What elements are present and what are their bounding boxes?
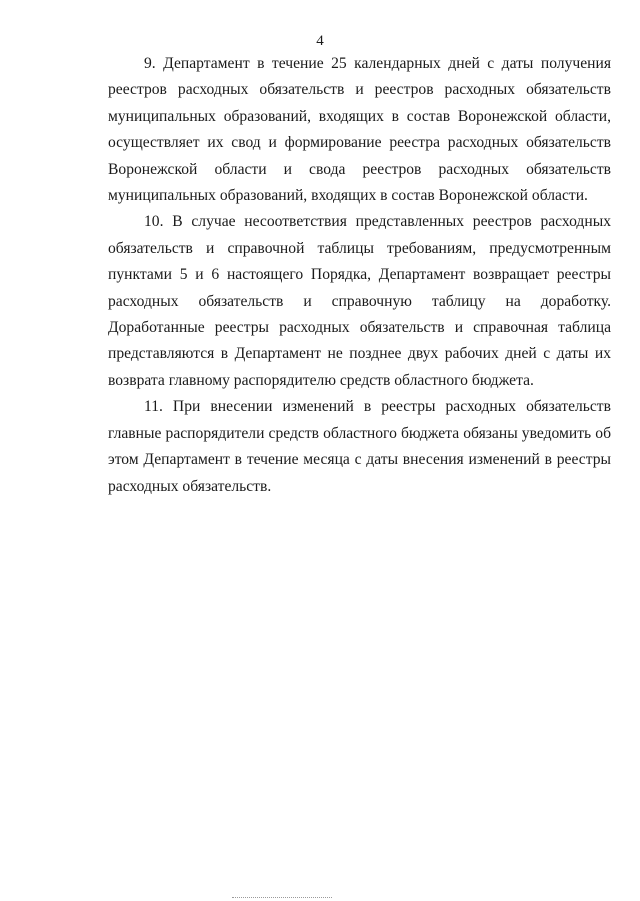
paragraph-10: 10. В случае несоответствия представленных реестров расходных обязательств и справочной таблицы требованиям, предусмотренным пунктами 5 и 6 настоящего Порядка, Департамент возвращает реестры расходных обязательств и справочную таблицу на доработку. Доработанные реестры расходных обязательств и справочная таблица представляются в Департамент не позднее двух рабочих дней с даты их возврата главному распорядителю средств областного бюджета. [108,213,611,389]
paragraph-11: 11. При внесении изменений в реестры расходных обязательств главные распорядители средств областного бюджета обязаны уведомить об этом Департамент в течение месяца с даты внесения изменений в реестры расходных обязательств. [108,398,611,495]
scan-edge-line [232,897,332,898]
document-body [108,51,611,500]
paragraph-9: 9. Департамент в течение 25 календарных дней с даты получения реестров расходных обязательств и реестров расходных обязательств муниципальных образований, входящих в состав Воронежской области, осуществляет их свод и формирование реестра расходных обязательств Воронежской области и свода реестров расходных обязательств муниципальных образований, входящих в состав Воронежской области. [108,55,611,205]
page-number: 4 [316,33,324,49]
